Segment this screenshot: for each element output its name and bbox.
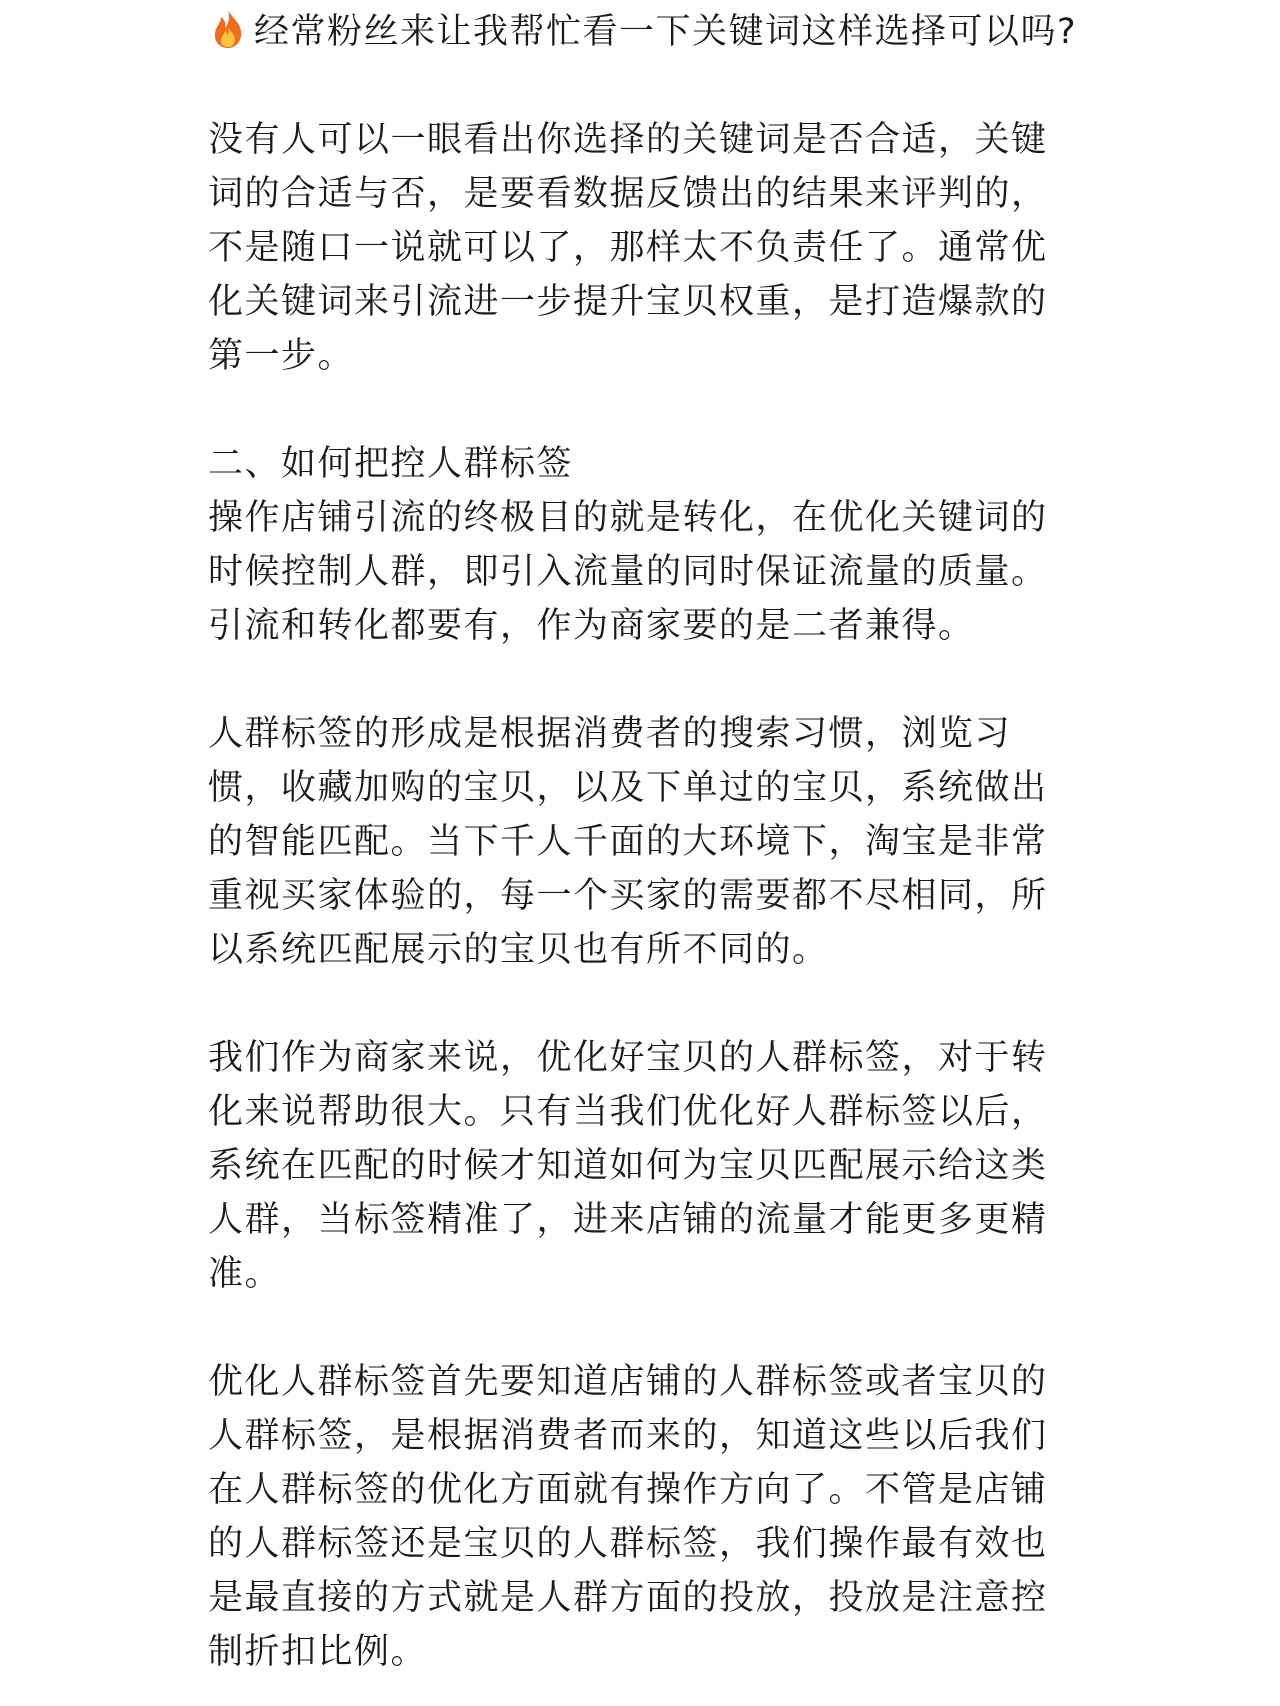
paragraph-keyword-evaluation: 没有人可以一眼看出你选择的关键词是否合适，关键词的合适与否，是要看数据反馈出的结果来评判的，不是随口一说就可以了，那样太不负责任了。通常优化关键词来引流进一步提升宝贝权重，是打造爆款的第一步。: [208, 120, 1048, 376]
paragraph-tag-formation: 人群标签的形成是根据消费者的搜索习惯，浏览习惯，收藏加购的宝贝，以及下单过的宝贝，系统做出的智能匹配。当下千人千面的大环境下，淘宝是非常重视买家体验的，每一个买家的需要都不尽相同，所以系统匹配展示的宝贝也有所不同的。: [208, 714, 1048, 970]
spacer: [208, 1301, 1078, 1355]
fire-icon: [208, 7, 248, 49]
paragraph-tag-benefit: 我们作为商家来说，优化好宝贝的人群标签，对于转化来说帮助很大。只有当我们优化好人群标签以后，系统在匹配的时候才知道如何为宝贝匹配展示给这类人群，当标签精准了，进来店铺的流量才能更多更精准。: [208, 1038, 1048, 1294]
spacer: [208, 59, 1078, 113]
section-heading: 二、如何把控人群标签: [208, 444, 574, 484]
paragraph-tag-optimization: 优化人群标签首先要知道店铺的人群标签或者宝贝的人群标签，是根据消费者而来的，知道这些以后我们在人群标签的优化方面就有操作方向了。不管是店铺的人群标签还是宝贝的人群标签，我们操作最有效也是最直接的方式就是人群方面的投放，投放是注意控制折扣比例。: [208, 1362, 1048, 1672]
article: [208, 0, 1078, 1679]
spacer: [208, 977, 1078, 1031]
spacer: [208, 383, 1078, 437]
intro-text: 经常粉丝来让我帮忙看一下关键词这样选择可以吗?: [254, 12, 1078, 52]
spacer: [208, 653, 1078, 707]
intro-paragraph: [208, 0, 1078, 59]
paragraph-conversion-goal: 操作店铺引流的终极目的就是转化，在优化关键词的时候控制人群，即引入流量的同时保证流量的质量。引流和转化都要有，作为商家要的是二者兼得。: [208, 498, 1048, 646]
